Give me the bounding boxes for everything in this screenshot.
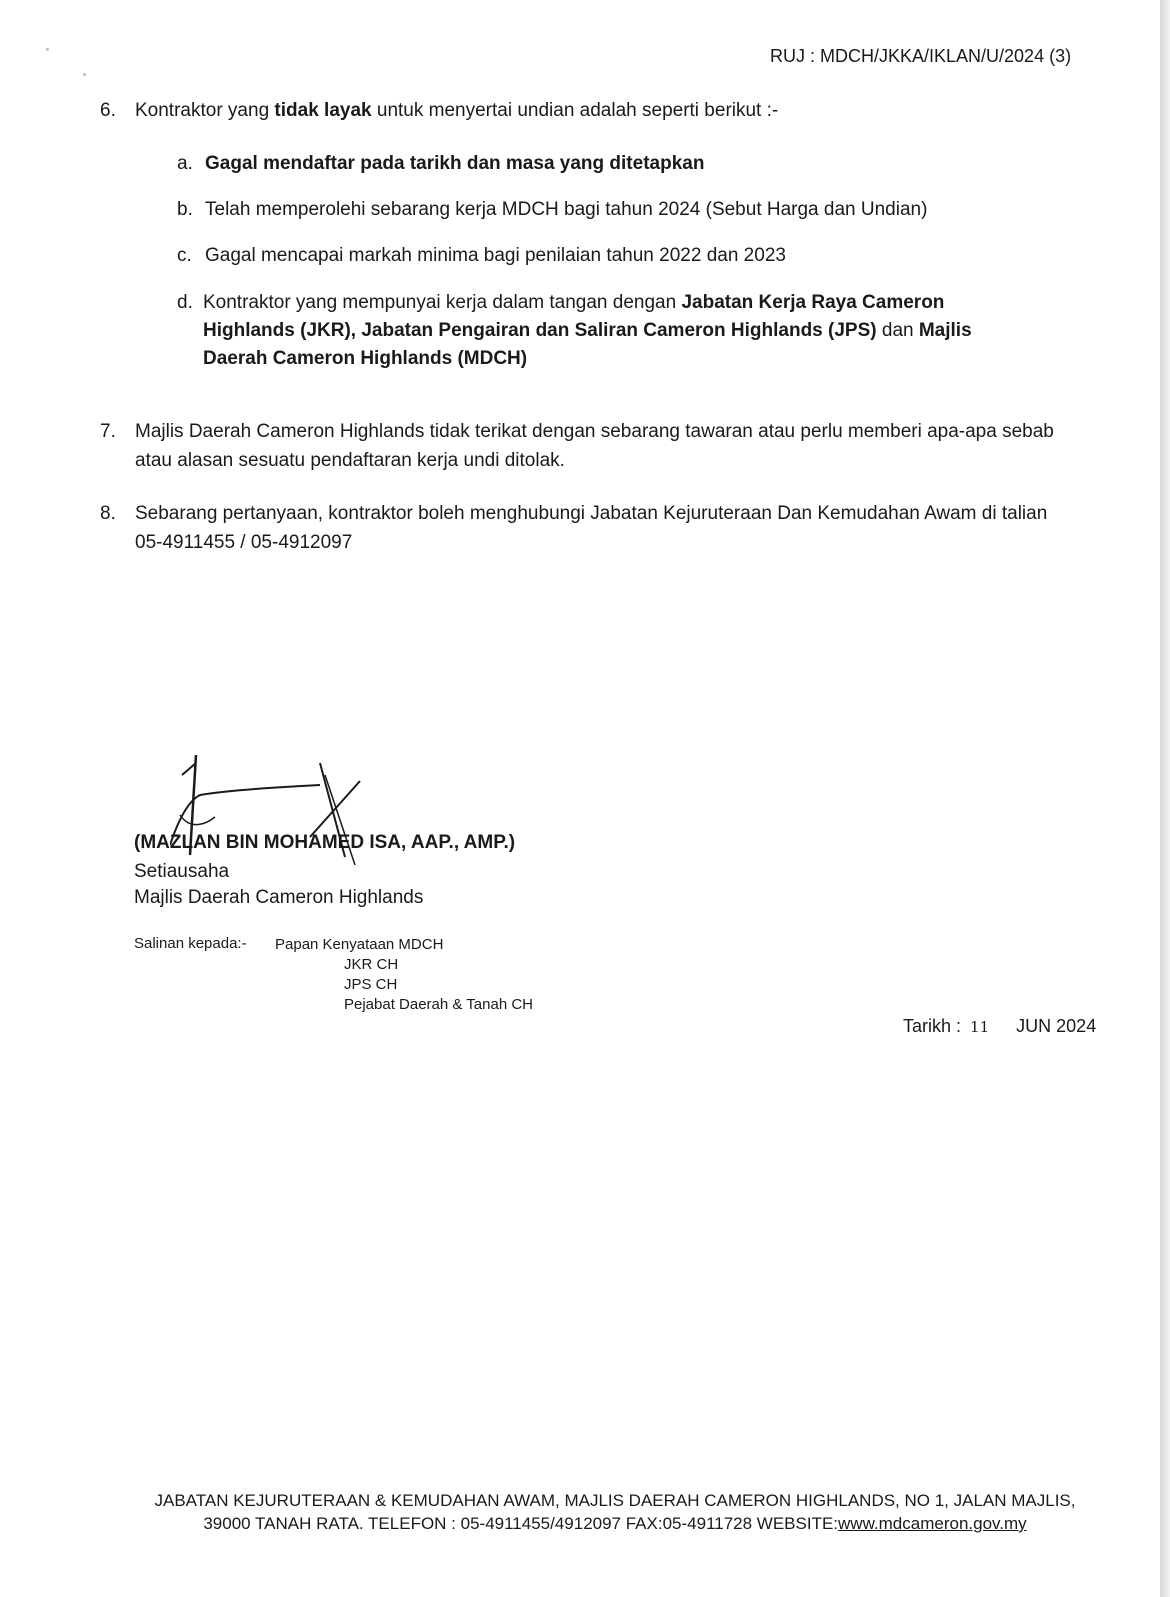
page-edge-shadow <box>1160 0 1170 1597</box>
item-8-text: Sebarang pertanyaan, kontraktor boleh menghubungi Jabatan Kejuruteraan Dan Kemudahan Awam di talian 05-4911455 / 05-4912097 <box>135 503 1048 553</box>
signatory-name: (MAZLAN BIN MOHAMED ISA, AAP., AMP.) <box>134 832 516 853</box>
date-day: 11 <box>970 1018 990 1036</box>
document-date <box>903 1016 1096 1037</box>
footer-address <box>140 1489 1090 1535</box>
website-link[interactable]: www.mdcameron.gov.my <box>838 1514 1027 1533</box>
footer-line-2: 39000 TANAH RATA. TELEFON : 05-4911455/4912097 FAX:05-4911728 WEBSITE:www.mdcameron.gov.my <box>203 1514 1027 1533</box>
sub-item-text: Gagal mendaftar pada tarikh dan masa yang ditetapkan <box>205 153 705 174</box>
item-number: 7. <box>100 421 116 442</box>
copy-recipient: JPS CH <box>344 976 398 993</box>
signatory-title: Setiausaha <box>134 861 230 882</box>
date-label: Tarikh : <box>903 1016 962 1036</box>
copies-label: Salinan kepada:- <box>134 935 247 952</box>
sub-item-text: Kontraktor yang mempunyai kerja dalam tangan dengan Jabatan Kerja Raya Cameron Highlands (JKR), Jabatan Pengairan dan Saliran Cameron Highlands (JPS) dan Majlis Daerah Cameron Highlands (MDCH) <box>203 292 972 369</box>
sub-item-label: a. <box>177 153 193 174</box>
copy-recipient: Papan Kenyataan MDCH <box>275 936 444 953</box>
reference-number: RUJ : MDCH/JKKA/IKLAN/U/2024 (3) <box>770 46 1072 66</box>
item-7-text: Majlis Daerah Cameron Highlands tidak terikat dengan sebarang tawaran atau perlu memberi apa-apa sebab atau alasan sesuatu pendaftaran kerja undi ditolak. <box>135 421 1054 471</box>
item-number: 8. <box>100 503 116 524</box>
sub-item-label: c. <box>177 245 192 266</box>
sub-item-text: Gagal mencapai markah minima bagi penilaian tahun 2022 dan 2023 <box>205 245 786 266</box>
item-6-text: Kontraktor yang tidak layak untuk menyertai undian adalah seperti berikut :- <box>135 100 779 121</box>
item-number: 6. <box>100 100 116 121</box>
copies-list <box>275 935 533 1015</box>
sub-item-text: Telah memperolehi sebarang kerja MDCH bagi tahun 2024 (Sebut Harga dan Undian) <box>205 199 928 220</box>
copy-recipient: Pejabat Daerah & Tanah CH <box>344 996 534 1013</box>
sub-item-label: b. <box>177 199 193 220</box>
scan-speck <box>46 48 49 51</box>
scan-speck <box>83 73 86 76</box>
date-month-year: JUN 2024 <box>1016 1016 1097 1036</box>
copy-recipient: JKR CH <box>344 956 399 973</box>
footer-line-1: JABATAN KEJURUTERAAN & KEMUDAHAN AWAM, MAJLIS DAERAH CAMERON HIGHLANDS, NO 1, JALAN MAJLIS, <box>154 1491 1076 1510</box>
sub-item-label: d. <box>177 292 193 313</box>
signatory-organization: Majlis Daerah Cameron Highlands <box>134 887 424 908</box>
